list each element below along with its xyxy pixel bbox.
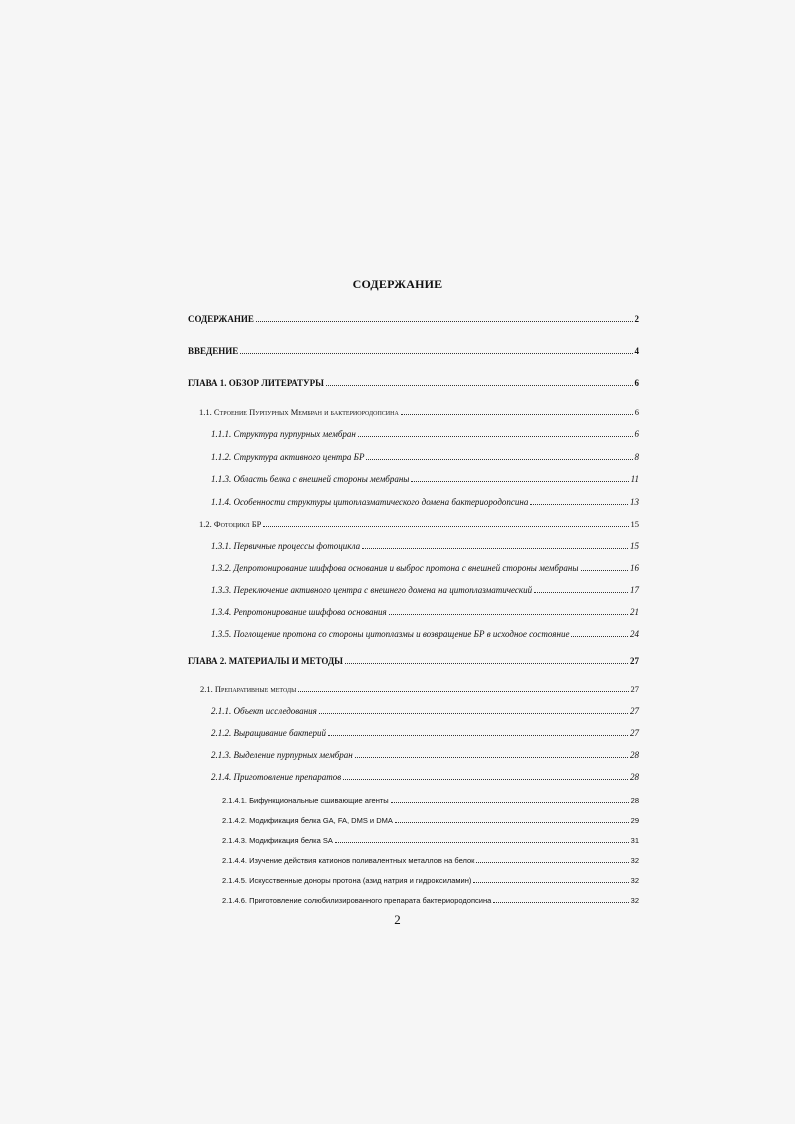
dot-leader [319, 712, 628, 714]
toc-entry [200, 684, 639, 695]
dot-leader [355, 756, 628, 758]
toc-entry-page: 24 [630, 629, 639, 639]
toc-entry-page: 27 [630, 706, 639, 716]
toc-entry [211, 429, 639, 440]
dot-leader [581, 569, 629, 571]
toc-entry-page: 31 [630, 836, 639, 845]
toc-entry [211, 706, 639, 717]
dot-leader [391, 801, 629, 803]
toc-entry-page: 32 [630, 876, 639, 885]
toc-entry-label: 1.3.2. Депротонирование шиффова основания и выброс протона с внешней стороны мембраны [211, 563, 579, 573]
toc-entry [222, 855, 639, 866]
toc-entry [188, 656, 639, 667]
page-title: СОДЕРЖАНИЕ [352, 277, 443, 291]
toc-entry-label: 1.3.1. Первичные процессы фотоцикла [211, 541, 361, 551]
toc-entry-label: 2.1.4.4. Изучение действия катионов поливалентных металлов на белок [222, 856, 475, 865]
dot-leader [263, 525, 628, 527]
toc-entry [222, 815, 639, 826]
toc-entry-page: 6 [634, 378, 639, 388]
toc-entry-label: 2.1.4.6. Приготовление солюбилизированного препарата бактериородопсина [222, 896, 492, 905]
toc-entry-label: 2.1. Препаративные методы [200, 684, 297, 694]
dot-leader [328, 734, 628, 736]
dot-leader [389, 613, 628, 615]
toc-entry-label: 1.3.4. Репротонирование шиффова основания [211, 607, 387, 617]
toc-entry [211, 629, 639, 640]
toc-entry [211, 474, 639, 485]
toc-entry [211, 585, 639, 596]
toc-entry [211, 728, 639, 739]
dot-leader [345, 662, 628, 664]
toc-entry-page: 17 [630, 585, 639, 595]
toc-entry-page: 27 [630, 656, 639, 666]
dot-leader [401, 413, 633, 415]
toc-entry [211, 452, 639, 463]
toc-entry [211, 750, 639, 761]
page-number: 2 [394, 912, 401, 927]
toc-entry-label: 1.1. Строение Пурпурных Мембран и бактериородопсина [199, 407, 399, 417]
toc-entry-page: 27 [630, 728, 639, 738]
toc-entry-label: 2.1.1. Объект исследования [211, 706, 317, 716]
toc-entry [211, 772, 639, 783]
dot-leader [493, 901, 628, 903]
toc-entry-label: 2.1.4.3. Модификация белка SA [222, 836, 333, 845]
toc-entry-label: 1.1.1. Структура пурпурных мембран [211, 429, 356, 439]
toc-entry-label: ГЛАВА 1. ОБЗОР ЛИТЕРАТУРЫ [188, 378, 324, 388]
toc-entry [188, 378, 639, 389]
toc-entry [222, 895, 639, 906]
toc-entry-label: 1.3.3. Переключение активного центра с внешнего домена на цитоплазматический [211, 585, 533, 595]
dot-leader [298, 690, 628, 692]
dot-leader [326, 384, 633, 386]
toc-entry-page: 15 [630, 519, 639, 529]
dot-leader [411, 480, 628, 482]
toc-entry-label: 2.1.4.1. Бифункциональные сшивающие агенты [222, 796, 389, 805]
dot-leader [362, 547, 628, 549]
toc-entry [222, 875, 639, 886]
toc-entry-label: 2.1.4.2. Модификация белка GA, FA, DMS и DMA [222, 816, 393, 825]
toc-entry-page: 32 [630, 896, 639, 905]
toc-entry [211, 607, 639, 618]
dot-leader [473, 881, 628, 883]
toc-entry [211, 497, 639, 508]
toc-entry-page: 11 [630, 474, 639, 484]
toc-entry [211, 563, 639, 574]
dot-leader [240, 352, 632, 354]
toc-entry [199, 519, 639, 530]
toc-entry [188, 314, 639, 325]
toc-entry-page: 2 [634, 314, 639, 324]
dot-leader [366, 458, 632, 460]
toc-entry-label: 1.1.2. Структура активного центра БР [211, 452, 365, 462]
toc-entry-page: 28 [630, 772, 639, 782]
toc-entry-page: 8 [634, 452, 639, 462]
toc-entry-page: 13 [630, 497, 639, 507]
toc-entry-label: 1.3.5. Поглощение протона со стороны цитоплазмы и возвращение БР в исходное состояние [211, 629, 570, 639]
toc-entry-page: 16 [630, 563, 639, 573]
dot-leader [476, 861, 628, 863]
toc-entry-label: 1.1.3. Область белка с внешней стороны мембраны [211, 474, 410, 484]
toc-entry-page: 28 [630, 750, 639, 760]
toc-entry-page: 4 [634, 346, 639, 356]
toc-entry-label: ВВЕДЕНИЕ [188, 346, 239, 356]
toc-entry-page: 27 [630, 684, 639, 694]
toc-entry-page: 6 [634, 407, 639, 417]
toc-entry-label: 2.1.2. Выращивание бактерий [211, 728, 327, 738]
dot-leader [358, 435, 633, 437]
dot-leader [530, 503, 628, 505]
toc-entry-page: 32 [630, 856, 639, 865]
dot-leader [571, 635, 628, 637]
toc-entry-label: 1.1.4. Особенности структуры цитоплазматического домена бактериородопсина [211, 497, 529, 507]
dot-leader [395, 821, 629, 823]
toc-entry [199, 407, 639, 418]
toc-entry-page: 6 [634, 429, 639, 439]
dot-leader [534, 591, 628, 593]
toc-entry-page: 15 [630, 541, 639, 551]
toc-entry [222, 795, 639, 806]
toc-entry-page: 21 [630, 607, 639, 617]
toc-entry-page: 28 [630, 796, 639, 805]
dot-leader [335, 841, 629, 843]
toc-entry-label: 2.1.3. Выделение пурпурных мембран [211, 750, 353, 760]
dot-leader [256, 320, 633, 322]
toc-entry-page: 29 [630, 816, 639, 825]
dot-leader [343, 778, 628, 780]
toc-entry [222, 835, 639, 846]
toc-entry [188, 346, 639, 357]
toc-entry-label: 1.2. Фотоцикл БР [199, 519, 262, 529]
toc-entry-label: 2.1.4.5. Искусственные доноры протона (азид натрия и гидроксиламин) [222, 876, 472, 885]
toc-entry-label: ГЛАВА 2. МАТЕРИАЛЫ И МЕТОДЫ [188, 656, 343, 666]
toc-entry [211, 541, 639, 552]
toc-entry-label: СОДЕРЖАНИЕ [188, 314, 254, 324]
toc-entry-label: 2.1.4. Приготовление препаратов [211, 772, 342, 782]
